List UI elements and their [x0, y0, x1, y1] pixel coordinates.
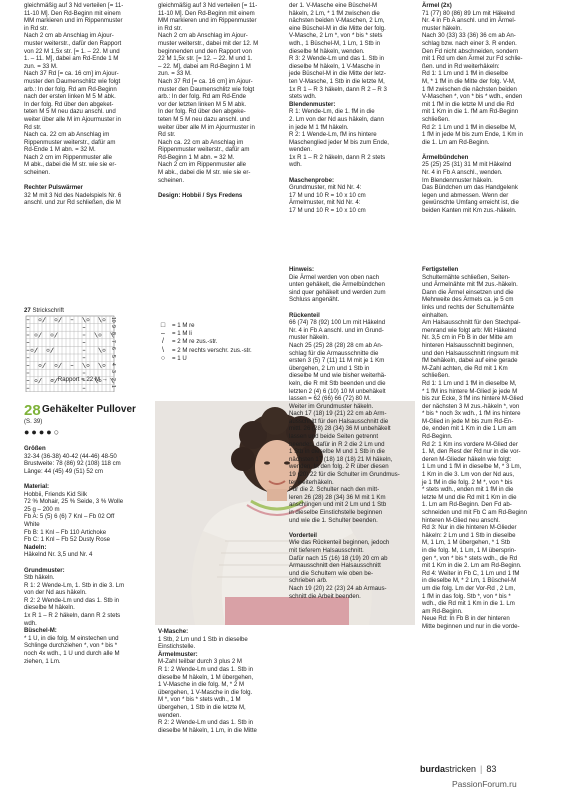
text-line: Rd 2: 1 Km ins vordere M-Glied der: [422, 440, 518, 448]
section-heading: Fertigstellen: [422, 266, 459, 273]
text-line: ter weiterhäkeln.: [289, 478, 334, 486]
text-line: letzten 2 (4) 6 (10) 10 M unbehäkelt: [289, 387, 386, 395]
text-line: Den Fd nicht abschneiden, sondern: [422, 47, 519, 55]
text-line: Länge: 44 (45) 49 (51) 52 cm: [24, 467, 103, 475]
text-line: anschl. und zur Rd schließen, die M: [24, 199, 121, 207]
text-line: Rippenmuster weiterstr., dafür am: [158, 146, 250, 154]
text-line: übergehen, 1 V-Masche in die folg.: [158, 688, 253, 696]
text-line: schneiden und mit Fb C am Rd-Beginn: [422, 509, 528, 516]
text-line: übergehen, 1 Stb in die letzte M,: [158, 703, 246, 711]
chart-row-number: 2: [110, 377, 116, 381]
text-line: Nach 2 cm im Rippenmuster alle: [158, 161, 247, 169]
text-line: dieselbe M häkeln.: [24, 604, 75, 612]
text-line: muster den Daumenschlitz wie folgt: [24, 77, 121, 85]
text-line: 1x R 1 – R 2 häkeln, dann R 2 stets: [24, 612, 121, 620]
text-line: In der folg. Rd über den abgeket-: [24, 100, 114, 108]
text-line: nächsten beiden V-Maschen, 2 Lm,: [289, 17, 385, 25]
legend-symbol: □: [160, 322, 166, 329]
text-line: 11-10 M]. Den Rd-Beginn mit einem: [24, 9, 121, 17]
text-line: M *, von * bis * stets wdh., 1 M: [158, 696, 241, 704]
text-line: MM markieren und im Rippenmuster: [158, 17, 257, 25]
text-line: Weiter im Grundmuster häkeln.: [289, 402, 374, 410]
text-line: * bis * noch 3x wdh., 1 fM ins hintere: [422, 410, 521, 418]
text-line: MM markieren und im Rippenmuster: [24, 17, 123, 25]
text-line: anschlingen und mit 2 Lm und 1 Stb: [289, 501, 387, 509]
text-line: Häkelnd Nr. 3,5 und Nr. 4: [24, 551, 93, 559]
text-line: 1 Stb in dieselbe M und 1 Stb in die: [289, 448, 385, 456]
section-heading: Grundmuster:: [24, 566, 65, 574]
page-footer: [420, 764, 496, 774]
text-line: mit tieferem Halsausschnitt.: [289, 546, 364, 554]
legend-symbol: \: [162, 346, 164, 354]
legend-text: = 2 M re zus.-str.: [172, 338, 218, 346]
text-line: Hobbii, Friends Kid Silk: [24, 490, 87, 498]
legend-symbol: ○: [160, 354, 166, 362]
text-line: * stets wdh., enden mit 1 fM in die: [422, 486, 514, 494]
text-line: am Rd-Beginn.: [422, 607, 463, 615]
text-line: arb.: In der folg. Rd am Rd-Beginn: [24, 85, 117, 93]
text-line: deren M-Glieder häkeln wie folgt:: [422, 455, 512, 463]
legend-row: [158, 322, 252, 330]
text-line: 25 (25) 25 (31) 31 M mit Häkelnd: [422, 161, 512, 169]
text-line: einhalten.: [422, 311, 449, 319]
text-line: In der folg. Rd über den abgeke-: [158, 108, 246, 116]
text-line: jede Büschel-M in die Mitte der letz-: [289, 70, 386, 78]
text-line: eine Büschel-M in die Mitte der folg.: [289, 24, 386, 32]
legend-symbol: /: [162, 338, 164, 346]
text-line: wdh.: [24, 619, 37, 627]
text-line: R 1: 2 Wende-Lm und das 1. Stb in: [158, 665, 254, 673]
rapport-arrow-right-icon: →: [101, 376, 108, 383]
chart-label: Strickschrift: [32, 307, 64, 314]
text-line: R 2: 2 Wende-Lm und das 1. Stb in: [24, 596, 120, 604]
brand-burda: burda: [420, 764, 446, 774]
section-heading: Rechter Pulswärmer: [24, 184, 83, 192]
legend-text: = 1 M li: [172, 330, 192, 338]
section-heading: Blendenmuster:: [289, 100, 336, 108]
text-line: Nr. 4 in Fb A anschl., wenden.: [422, 169, 503, 177]
column-2-bottom-text: [158, 628, 284, 734]
section-heading: Material:: [24, 482, 50, 490]
text-line: Rippenmuster weiterstr., dafür am: [24, 138, 116, 146]
text-line: Nach ca. 22 cm ab Anschlag im: [24, 131, 110, 139]
text-line: 11-10 M]. Den Rd-Beginn mit einem: [158, 9, 255, 17]
text-line: Grundmuster, mit Nd Nr. 4:: [289, 184, 362, 192]
text-line: wenden. In den folg. 2 R über diesen: [289, 463, 389, 471]
text-line: Das Bündchen um das Handgelenk: [422, 184, 518, 192]
text-line: 32-34 (36-38) 40-42 (44-46) 48-50: [24, 452, 117, 460]
text-line: lassen = 62 (66) 66 (72) 80 M.: [289, 395, 371, 403]
text-line: häkeln: 2 Lm und 1 Stb in dieselbe: [422, 531, 516, 539]
text-line: Schlinge durchziehen *, von * bis *: [24, 642, 118, 650]
text-line: scheinen.: [24, 169, 51, 177]
chart-legend: [158, 322, 252, 363]
text-line: 66 (74) 78 (92) 100 Lm mit Häkelnd: [289, 319, 386, 327]
text-line: Armausschnitt den Halsausschnitt: [289, 562, 381, 570]
text-line: muster häkeln.: [422, 24, 462, 32]
text-line: hinteren M-Glied neu anschl.: [422, 516, 500, 524]
column-4-bottom-text: [422, 266, 548, 631]
text-line: ßen. und in Rd weiterhäkeln:: [422, 62, 500, 70]
chart-row-number: 4: [110, 362, 116, 366]
text-line: hinteren Halsausschnitt beginnen,: [422, 341, 514, 349]
text-line: 2. Lm von der Nd aus häkeln, dann: [289, 115, 384, 123]
text-line: Nr. 4 in Fb A anschl. und im Grund-: [289, 326, 384, 334]
text-line: fM behäkeln, dabei auf eine gerade: [422, 357, 518, 365]
pattern-title: Gehäkelter Pullover: [42, 404, 136, 415]
text-line: Mitte beginnen und nur in die vorde-: [422, 622, 520, 630]
text-line: wdh.: [289, 161, 302, 169]
column-1-top-text: [24, 2, 152, 207]
text-line: [289, 169, 415, 177]
text-line: R 3: 2 Wende-Lm und das 1. Stb in: [289, 55, 385, 63]
text-line: Nr. 3,5 cm in Fb B in der Mitte am: [422, 334, 513, 342]
text-line: muster weiterstr., dabei mit der 12. M: [158, 39, 259, 47]
text-line: M-Zahl teilbar durch 3 plus 2 M: [158, 658, 242, 666]
pattern-page-ref: (S. 39): [24, 418, 43, 425]
text-line: 1 fM zwischen die nächsten beiden: [422, 85, 517, 93]
text-line: 1 Km in die 3. Lm von der Nd aus,: [422, 471, 515, 479]
column-2-top-text: [158, 2, 284, 199]
text-line: gewünschte Umfang erreicht ist, die: [422, 199, 519, 207]
text-line: Nach 19 (20) 22 (23) 24 ab Armaus-: [289, 584, 387, 592]
watermark-text: PassionForum.ru: [452, 779, 517, 789]
text-line: wenden.: [158, 711, 182, 719]
text-line: häkeln, 2 Lm, * 1 fM zwischen die: [289, 9, 380, 17]
text-line: die 1. Lm am Rd-Beginn.: [422, 138, 490, 146]
text-line: schlag für die Armausschnitte die: [289, 349, 379, 357]
text-line: keln, die R mit Stb beenden und die: [289, 379, 386, 387]
text-line: Dann die Ärmel einsetzen und die: [422, 288, 514, 296]
text-line: übergehen, 2 Lm und 1 Stb in: [289, 364, 370, 372]
chart-row-number: 10: [110, 317, 116, 323]
pattern-number: 28: [24, 402, 41, 419]
rapport-arrow-left-icon: ←: [50, 376, 57, 383]
text-line: gleichmäßig auf 3 Nd verteilen [= 11-: [158, 2, 258, 9]
chart-row-number: 3: [110, 370, 116, 373]
text-line: [158, 184, 284, 192]
text-line: V-Maschen *, von * bis * wdh., enden: [422, 93, 523, 101]
text-line: R 2: 1 Wende-Lm, fM ins hintere: [289, 131, 377, 139]
text-line: R 2: 2 Wende-Lm und das 1. Stb in: [158, 719, 254, 727]
section-heading: Maschenprobe:: [289, 176, 335, 184]
text-line: dieselbe M häkeln, 1 Lm, in die Mitte: [158, 726, 257, 734]
section-heading: Ärmelbündchen: [422, 153, 469, 161]
legend-row: [158, 338, 252, 346]
text-line: schnitt die Arbeit beenden.: [289, 592, 361, 600]
text-line: [24, 475, 152, 483]
text-line: je 1 fM in die folg. 2 M *, von * bis: [422, 478, 513, 486]
text-line: muster den Daumenschlitz wie folgt: [158, 85, 255, 93]
text-line: beiden Kanten mit Km zus.-häkeln.: [422, 207, 517, 215]
text-line: M abk., dabei die M str. wie sie er-: [24, 161, 117, 169]
text-line: M-Glied in jede M bis zum Rd-En-: [422, 417, 514, 425]
chart-row-number: 5: [110, 355, 116, 358]
text-line: mittl. 26 (28) 28 (34) 36 M unbehäkelt: [289, 425, 391, 433]
legend-row: [158, 355, 252, 363]
column-4-top-text: [422, 2, 548, 215]
section-heading: Ärmelmuster:: [158, 650, 198, 658]
section-heading: Büschel-M:: [24, 627, 57, 635]
chart-row-number: 6: [110, 347, 116, 351]
section-heading: V-Masche:: [158, 628, 189, 635]
text-line: von der Nd aus häkeln.: [24, 589, 87, 597]
text-line: Rd 4: Weiter in Fb C, 1 Lm und 1 fM: [422, 569, 520, 577]
text-line: und die Schultern wie oben be-: [289, 569, 374, 577]
text-line: Rd str.: [158, 131, 176, 139]
text-line: Maschenglied jeder M bis zum Ende,: [289, 138, 389, 146]
text-line: bis zur Ecke, 3 fM ins hintere M-Glied: [422, 395, 524, 403]
text-line: Rd 1: 1 Lm und 1 fM in dieselbe: [422, 70, 509, 78]
column-3-bottom-text: [289, 266, 415, 600]
chart-heading: [24, 307, 64, 314]
section-heading: Hinweis:: [289, 266, 315, 273]
text-line: mit 1 Km in die 2. Lm am Rd-Beginn.: [422, 562, 522, 570]
chart-row-number: 7: [110, 339, 116, 343]
text-line: Nach 30 (33) 33 (36) 36 cm ab An-: [422, 32, 516, 40]
text-line: in jede M 1 fM häkeln.: [289, 123, 349, 131]
text-line: 1. – 11. M], dabei am Rd-Ende 1 M: [24, 55, 119, 63]
text-line: 71 (77) 80 (86) 89 Lm mit Häkelnd: [422, 9, 515, 17]
text-line: links und rechts der Schulternähte: [422, 303, 515, 311]
text-line: noch 4x wdh., 1 U und durch alle M: [24, 650, 120, 658]
text-line: muster weiterstr., dafür den Rapport: [24, 39, 122, 47]
text-line: Wie das Rückenteil beginnen, jedoch: [289, 539, 390, 547]
text-line: ten V-Masche, 1 Stb in die letzte M,: [289, 77, 385, 85]
chart-number: 27: [24, 307, 31, 314]
text-line: M-Zahl achten, die Rd mit 1 Km: [422, 364, 508, 372]
section-heading: Design: Hobbii / Sys Fredens: [158, 191, 243, 199]
text-line: zun. = 33 M.: [24, 62, 58, 70]
text-line: White: [24, 520, 40, 528]
text-line: schlag bzw. nach einer 3. R enden.: [422, 39, 517, 47]
text-line: muster häkeln.: [289, 334, 329, 342]
text-line: Schluss angenäht.: [289, 296, 340, 304]
text-line: de, enden mit 1 Km in die 1 Lm am: [422, 425, 517, 433]
text-line: mit 1 Km in die 1. fM am Rd-Beginn: [422, 108, 519, 116]
text-line: nach der ersten linken M 5 M abk.: [24, 93, 116, 101]
text-line: nächsten 17 (18) 18 (18) 21 M häkeln,: [289, 455, 393, 463]
brand-stricken: stricken: [445, 764, 477, 774]
text-line: lassen und beide Seiten getrennt: [289, 433, 379, 441]
text-line: um die folg. Lm der Vor-Rd , 2 Lm,: [422, 584, 516, 592]
text-line: Rd 2: 1 Lm und 1 fM in dieselbe M,: [422, 123, 517, 131]
text-line: der 1. V-Masche eine Büschel-M: [289, 2, 378, 9]
text-line: Nach 17 (18) 19 (21) 22 cm ab Arm-: [289, 410, 387, 418]
legend-symbol: –: [161, 330, 165, 338]
text-line: Stb häkeln.: [24, 574, 55, 582]
text-line: Neue Rd: In Fb B in der hinteren: [422, 615, 510, 623]
text-line: beenden, dafür in R 2 die 2 Lm und: [289, 440, 385, 448]
legend-text: = 1 M re: [172, 322, 195, 329]
text-line: Fb B: 1 Knl – Fb 110 Artichoke: [24, 528, 107, 536]
text-line: Rd-Ende 1 M abn. = 32 M.: [24, 146, 96, 154]
text-line: menrand wie folgt arb: Mit Häkelnd: [422, 326, 517, 334]
text-line: [24, 559, 152, 567]
text-line: 1 Stb, 2 Lm und 1 Stb in dieselbe: [158, 635, 248, 643]
text-line: 1 fM in jede M bis zum Ende, 1 Km in: [422, 131, 523, 139]
text-line: 17 M und 10 R = 10 x 10 cm: [289, 191, 366, 199]
text-line: in dieselbe Einstichstelle beginnen: [289, 509, 383, 516]
text-line: 72 % Mohair, 25 % Seide, 3 % Wolle: [24, 498, 124, 506]
text-line: 1 fM in das folg. Stb *, von * bis *: [422, 592, 511, 600]
text-line: R 1: 2 Wende-Lm, 1. Stb in die 3. Lm: [24, 581, 125, 589]
section-heading: Vorderteil: [289, 531, 317, 539]
text-line: gleichmäßig auf 3 Nd verteilen [= 11-: [24, 2, 124, 9]
text-line: [289, 524, 415, 532]
text-line: Am Halsausschnitt für den Stechpal-: [422, 319, 521, 327]
text-line: arb.: In der folg. Rd am Rd-Ende: [158, 93, 247, 101]
legend-text: = 2 M rechts verschr. zus.-str.: [172, 346, 252, 354]
text-line: wenden.: [289, 146, 313, 154]
text-line: M, 1 Lm, 1 M übergehen, * 1 Stb: [422, 539, 511, 547]
text-line: [422, 146, 548, 154]
text-line: sind quer gehäkelt und werden zum: [289, 288, 386, 296]
text-line: Für die 2. Schulter nach den mitt-: [289, 486, 380, 494]
text-line: beginnenden und den Rapport von: [158, 47, 252, 55]
text-line: scheinen.: [158, 176, 185, 184]
text-line: der nächsten 3 M zus.-häkeln *, von: [422, 402, 520, 410]
text-line: zun. = 33 M.: [158, 70, 192, 78]
text-line: Ärmelmuster, mit Nd Nr. 4:: [289, 199, 361, 207]
text-line: 25 g – 200 m: [24, 505, 60, 513]
text-line: – 22. M], dabei am Rd-Beginn 1 M: [158, 62, 251, 70]
text-line: und den Halsausschnitt ringsum mit: [422, 349, 519, 357]
chart-row-number: 1: [110, 385, 116, 389]
column-1-bottom-text: [24, 445, 152, 665]
text-line: vor der letzten linken M 5 M abk.: [158, 100, 247, 108]
text-line: M, * 1 fM in die Mitte der folg. V-M,: [422, 77, 516, 85]
text-line: 1x R 1 – R 3 häkeln, dann R 2 – R 3: [289, 85, 387, 93]
text-line: 32 M mit 3 Nd des Nadelspiels Nr. 6: [24, 191, 122, 199]
legend-row: [158, 347, 252, 355]
text-line: dieselbe M häkeln, 1 M übergehen,: [158, 673, 254, 681]
text-line: ziehen, 1 Lm.: [24, 657, 61, 665]
text-line: und Ärmelnähte mit fM zus.-häkeln.: [422, 281, 518, 289]
text-line: ersten 3 (5) 7 (11) 11 M mit je 1 Km: [289, 357, 385, 365]
text-line: [24, 177, 152, 185]
difficulty-dots: ●●●●○: [24, 427, 62, 437]
rapport-label: ← Rapport = 22 M →: [50, 376, 108, 383]
text-line: wdh., 1 Büschel-M, 1 Lm, 1 Stb in: [289, 39, 381, 47]
text-line: Schulternähte schließen, Seiten-: [422, 273, 511, 281]
text-line: unten gehäkelt, die Ärmelbündchen: [289, 281, 385, 289]
text-line: dieselbe M häkeln, wenden.: [289, 47, 365, 55]
text-line: in die folg. M, 1 Lm, 1 M übersprin-: [422, 546, 517, 554]
text-line: * 1 U, in die folg. M einstechen und: [24, 634, 119, 642]
text-line: 1. M, den Rest der Rd nur in die vor-: [422, 448, 521, 456]
text-line: leren 26 (28) 28 (34) 36 M mit 1 Km: [289, 493, 386, 501]
text-line: teten M 5 M neu dazu anschl. und: [158, 115, 250, 123]
text-line: [289, 304, 415, 312]
text-line: Rd-Beginn.: [422, 433, 453, 441]
text-line: weiter über alle M im Ajourmuster in: [158, 123, 255, 131]
text-line: von 22 M 1,5x str. [= 1. – 22. M und: [24, 47, 120, 55]
text-line: Nach 37 Rd [= ca. 16 cm] im Ajour-: [24, 70, 119, 78]
text-line: Einstichstelle.: [158, 643, 196, 651]
page-number: 83: [486, 764, 497, 774]
text-line: Mehrweite des Ärmels ca. je 5 cm: [422, 296, 514, 304]
text-line: dieselbe M und wie bisher weiterhä-: [289, 372, 387, 380]
text-line: 22 M 1,5x str. [= 12. – 22. M und 1.: [158, 55, 253, 63]
text-line: mit 1 Rd um den Ärmel zur Fd schlie-: [422, 55, 523, 63]
section-heading: Rückenteil: [289, 311, 320, 319]
text-line: Rd 3: Nur in die hinteren M-Glieder: [422, 524, 517, 532]
text-line: gen *, von * bis * stets wdh., die Rd: [422, 554, 518, 562]
text-line: Nach 2 cm ab Anschlag im Ajour-: [158, 32, 248, 40]
text-line: Nach 25 (25) 28 (28) 28 cm ab An-: [289, 341, 383, 349]
text-line: 1x R 1 – R 2 häkeln, dann R 2 stets: [289, 153, 386, 161]
text-line: Nach 2 cm ab Anschlag im Ajour-: [24, 32, 114, 40]
text-line: und wie die 1. Schulter beenden.: [289, 516, 378, 524]
text-line: Dafür nach 15 (16) 18 (19) 20 cm ab: [289, 554, 388, 562]
text-line: in Rd str.: [158, 24, 183, 32]
text-line: Fb A: 5 (5) 6 (6) 7 Knl – Fb 02 Off: [24, 513, 115, 521]
text-line: dieselbe M häkeln, 1 V-Masche in: [289, 62, 381, 70]
text-line: R 1: Wende-Lm, die 1. fM in die: [289, 108, 375, 116]
section-heading: Ärmel (2x): [422, 2, 452, 9]
text-line: letzte M und die Rd mit 1 Km in die: [422, 493, 517, 501]
text-line: wdh., die Rd mit 1 Km in die 1. Lm: [422, 600, 515, 608]
text-line: Nr. 4 in Fb A anschl. und im Ärmel-: [422, 17, 516, 25]
section-heading: Größen: [24, 445, 46, 452]
legend-row: [158, 330, 252, 338]
text-line: M abk., dabei die M str. wie sie er-: [158, 169, 251, 177]
column-3-top-text: [289, 2, 415, 215]
text-line: Rd-Beginn 1 M abn. = 32 M.: [158, 153, 235, 161]
text-line: ausschnitt für den Halsausschnitt die: [289, 417, 389, 425]
text-line: 17 M und 10 R = 10 x 10 cm: [289, 207, 366, 215]
section-heading: Nadeln:: [24, 543, 47, 551]
text-line: legen und abmessen. Wenn der: [422, 191, 509, 199]
text-line: Rd 1: 1 Lm und 1 fM in dieselbe M,: [422, 379, 517, 387]
text-line: V-Masche, 2 Lm *, von * bis * stets: [289, 32, 383, 40]
text-line: Rd str.: [24, 123, 42, 131]
text-line: schrieben arb.: [289, 577, 328, 585]
text-line: Die Ärmel werden von oben nach: [289, 273, 380, 281]
text-line: in Rd str.: [24, 24, 49, 32]
text-line: schließen.: [422, 372, 450, 380]
text-line: 1. Lm am Rd-Beginn. Den Fd ab-: [422, 501, 512, 509]
text-line: schließen.: [422, 115, 450, 123]
legend-text: = 1 U: [172, 354, 187, 362]
footer-separator: |: [480, 764, 483, 774]
chart-row-number: 8: [110, 332, 116, 335]
chart-row-number: 9: [110, 324, 116, 328]
text-line: stets wdh.: [289, 93, 317, 101]
text-line: Nach ca. 22 cm ab Anschlag im: [158, 138, 244, 146]
text-line: Nach 37 Rd [= ca. 16 cm] im Ajour-: [158, 77, 253, 85]
text-line: Nach 2 cm im Rippenmuster alle: [24, 153, 113, 161]
text-line: Im Blendenmuster häkeln.: [422, 176, 493, 184]
text-line: teten M 5 M neu dazu anschl. und: [24, 108, 116, 116]
text-line: weiter über alle M im Ajourmuster in: [24, 115, 121, 123]
text-line: Fb C: 1 Knl – Fb 52 Dusty Rose: [24, 536, 111, 544]
text-line: mit 1 fM in die letzte M und die Rd: [422, 100, 515, 108]
text-line: 19 (20) 22 für die Schulter im Grundmus-: [289, 471, 400, 479]
text-line: 1 Lm und 1 fM in dieselbe M, * 3 Lm,: [422, 463, 522, 471]
text-line: * 1 fM ins hintere M-Glied je jede M: [422, 387, 518, 395]
text-line: 1 V-Masche in die folg. M, * 2 M: [158, 681, 245, 689]
text-line: Brustweite: 78 (86) 92 (108) 118 cm: [24, 460, 121, 468]
text-line: in dieselbe M, * 2 Lm, 1 Büschel-M: [422, 577, 517, 585]
